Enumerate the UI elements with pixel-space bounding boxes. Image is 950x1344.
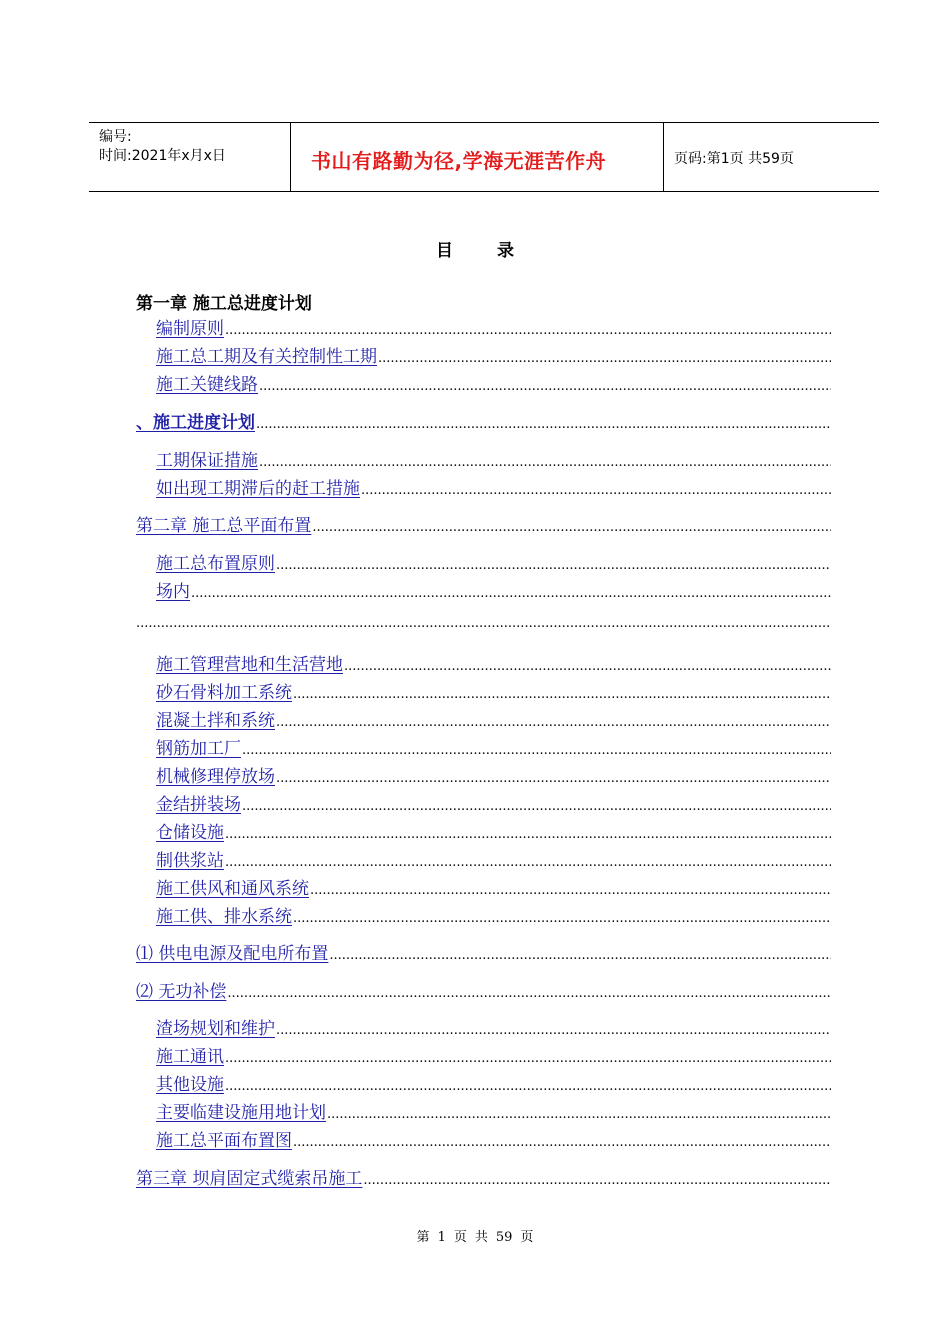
header-info-cell: [89, 123, 291, 191]
toc-leader-dots: [327, 1104, 831, 1126]
toc-entry-link[interactable]: 第三章 坝肩固定式缆索吊施工: [136, 1169, 363, 1189]
toc-entry-link[interactable]: 仓储设施: [156, 823, 224, 843]
toc-entry-link[interactable]: 施工供风和通风系统: [156, 879, 309, 899]
toc-leader-dots: [242, 740, 831, 762]
toc-leader-dots: [225, 320, 831, 342]
footer-part: 页: [453, 1230, 467, 1245]
toc-entry[interactable]: [156, 1046, 831, 1070]
toc-entry[interactable]: [156, 822, 831, 846]
toc-entry[interactable]: [156, 710, 831, 734]
toc-entry-link[interactable]: ⑵ 无功补偿: [136, 982, 227, 1002]
toc-entry-link[interactable]: 施工总工期及有关控制性工期: [156, 347, 377, 367]
toc-entry[interactable]: [136, 515, 831, 539]
toc-entry-link[interactable]: 钢筋加工厂: [156, 739, 241, 759]
toc-entry-link[interactable]: 砂石骨料加工系统: [156, 683, 292, 703]
toc-entry[interactable]: [156, 346, 831, 370]
toc-entry[interactable]: [156, 553, 831, 577]
toc-entry[interactable]: [156, 850, 831, 874]
toc-entry-link[interactable]: 主要临建设施用地计划: [156, 1103, 326, 1123]
toc-entry-link[interactable]: 混凝土拌和系统: [156, 711, 275, 731]
toc-entry[interactable]: [156, 682, 831, 706]
toc-entry-link[interactable]: 工期保证措施: [156, 451, 258, 471]
toc-entry-link[interactable]: 渣场规划和维护: [156, 1019, 275, 1039]
toc-entry[interactable]: [156, 478, 831, 502]
toc-entry[interactable]: [136, 412, 831, 436]
toc-entry-link[interactable]: 机械修理停放场: [156, 767, 275, 787]
toc-leader-dots: [227, 983, 831, 1005]
footer-part: 第: [416, 1230, 430, 1245]
toc-leader-dots: [225, 852, 831, 874]
document-number-label: 编号:: [99, 129, 132, 145]
toc-entry[interactable]: [156, 1102, 831, 1126]
toc-entry-link[interactable]: 施工通讯: [156, 1047, 224, 1067]
toc-entry[interactable]: [156, 906, 831, 930]
toc-entry[interactable]: [136, 1168, 831, 1192]
toc-title: [0, 236, 950, 261]
toc-leader-dots: [312, 517, 831, 539]
toc-title-left: 目: [436, 241, 453, 261]
toc-entry[interactable]: [156, 581, 831, 605]
toc-leader-dots: [378, 348, 831, 370]
toc-entry-link[interactable]: 施工关键线路: [156, 375, 258, 395]
header-page-cell: [664, 123, 879, 191]
toc-entry[interactable]: [136, 981, 831, 1005]
page-footer: [0, 1226, 950, 1245]
toc-entry-link[interactable]: 编制原则: [156, 319, 224, 339]
toc-entry-link[interactable]: 施工供、排水系统: [156, 907, 292, 927]
toc-leader-dots: [276, 712, 831, 734]
toc-entry[interactable]: [156, 1074, 831, 1098]
toc-entry[interactable]: [156, 1130, 831, 1154]
toc-entry-link[interactable]: 金结拼装场: [156, 795, 241, 815]
footer-part: 页: [520, 1230, 534, 1245]
toc-entry-link[interactable]: ⑴ 供电电源及配电所布置: [136, 944, 329, 964]
toc-leader-dots: [256, 414, 831, 436]
toc-leader-dots: [361, 480, 831, 502]
toc-entry[interactable]: [136, 943, 831, 967]
toc-leader-dots: [276, 555, 831, 577]
toc-entry[interactable]: [156, 654, 831, 678]
toc-entry-link[interactable]: 如出现工期滞后的赶工措施: [156, 479, 360, 499]
toc-entry[interactable]: [156, 318, 831, 342]
document-header: [89, 122, 879, 192]
toc-title-right: 录: [497, 241, 514, 261]
toc-leader-dots: [344, 656, 831, 678]
toc-entry[interactable]: [156, 738, 831, 762]
toc-entry[interactable]: [156, 878, 831, 902]
toc-leader-dots: [259, 376, 831, 398]
footer-part: 共: [474, 1230, 488, 1245]
toc-entry-link[interactable]: 、施工进度计划: [136, 413, 255, 433]
footer-total-pages: 59: [495, 1230, 513, 1245]
toc-leader-dots: [276, 1020, 831, 1042]
toc-entry[interactable]: [156, 450, 831, 474]
toc-leader-dots: [293, 1132, 831, 1154]
toc-leader-dots: [276, 768, 831, 790]
toc-leader-dots: [225, 824, 831, 846]
document-time-label: 时间:2021年x月x日: [99, 148, 226, 164]
toc-entry-link[interactable]: 施工总布置原则: [156, 554, 275, 574]
toc-entry-link[interactable]: 场内: [156, 582, 190, 602]
toc-leader-dots: [136, 616, 831, 636]
toc-entry-link[interactable]: 施工总平面布置图: [156, 1131, 292, 1151]
toc-entry-link[interactable]: 制供浆站: [156, 851, 224, 871]
toc-leader-dots: [242, 796, 831, 818]
toc-leader-dots: [225, 1076, 831, 1098]
toc-leader-dots: [225, 1048, 831, 1070]
toc-entry-link[interactable]: 第二章 施工总平面布置: [136, 516, 312, 536]
toc-leader-dots: [329, 945, 831, 967]
header-page-label: 页码:第1页 共59页: [674, 151, 794, 167]
toc-leader-dots: [259, 452, 831, 474]
toc-entry[interactable]: [156, 794, 831, 818]
toc-leader-dots: [293, 908, 831, 930]
toc-leader-dots: [310, 880, 831, 902]
toc-entry-link[interactable]: 施工管理营地和生活营地: [156, 655, 343, 675]
toc-leader-dots: [191, 583, 831, 605]
chapter-heading: 第一章 施工总进度计划: [136, 294, 312, 314]
toc-entry[interactable]: [156, 1018, 831, 1042]
toc-entry[interactable]: [156, 374, 831, 398]
toc-entry-link[interactable]: 其他设施: [156, 1075, 224, 1095]
header-motto: 书山有路勤为径,学海无涯苦作舟: [311, 149, 607, 173]
toc-leader-dots: [293, 684, 831, 706]
footer-current-page: 1: [437, 1230, 446, 1245]
toc-entry[interactable]: [156, 766, 831, 790]
header-motto-cell: [291, 123, 664, 191]
toc-leader-dots: [363, 1170, 831, 1192]
